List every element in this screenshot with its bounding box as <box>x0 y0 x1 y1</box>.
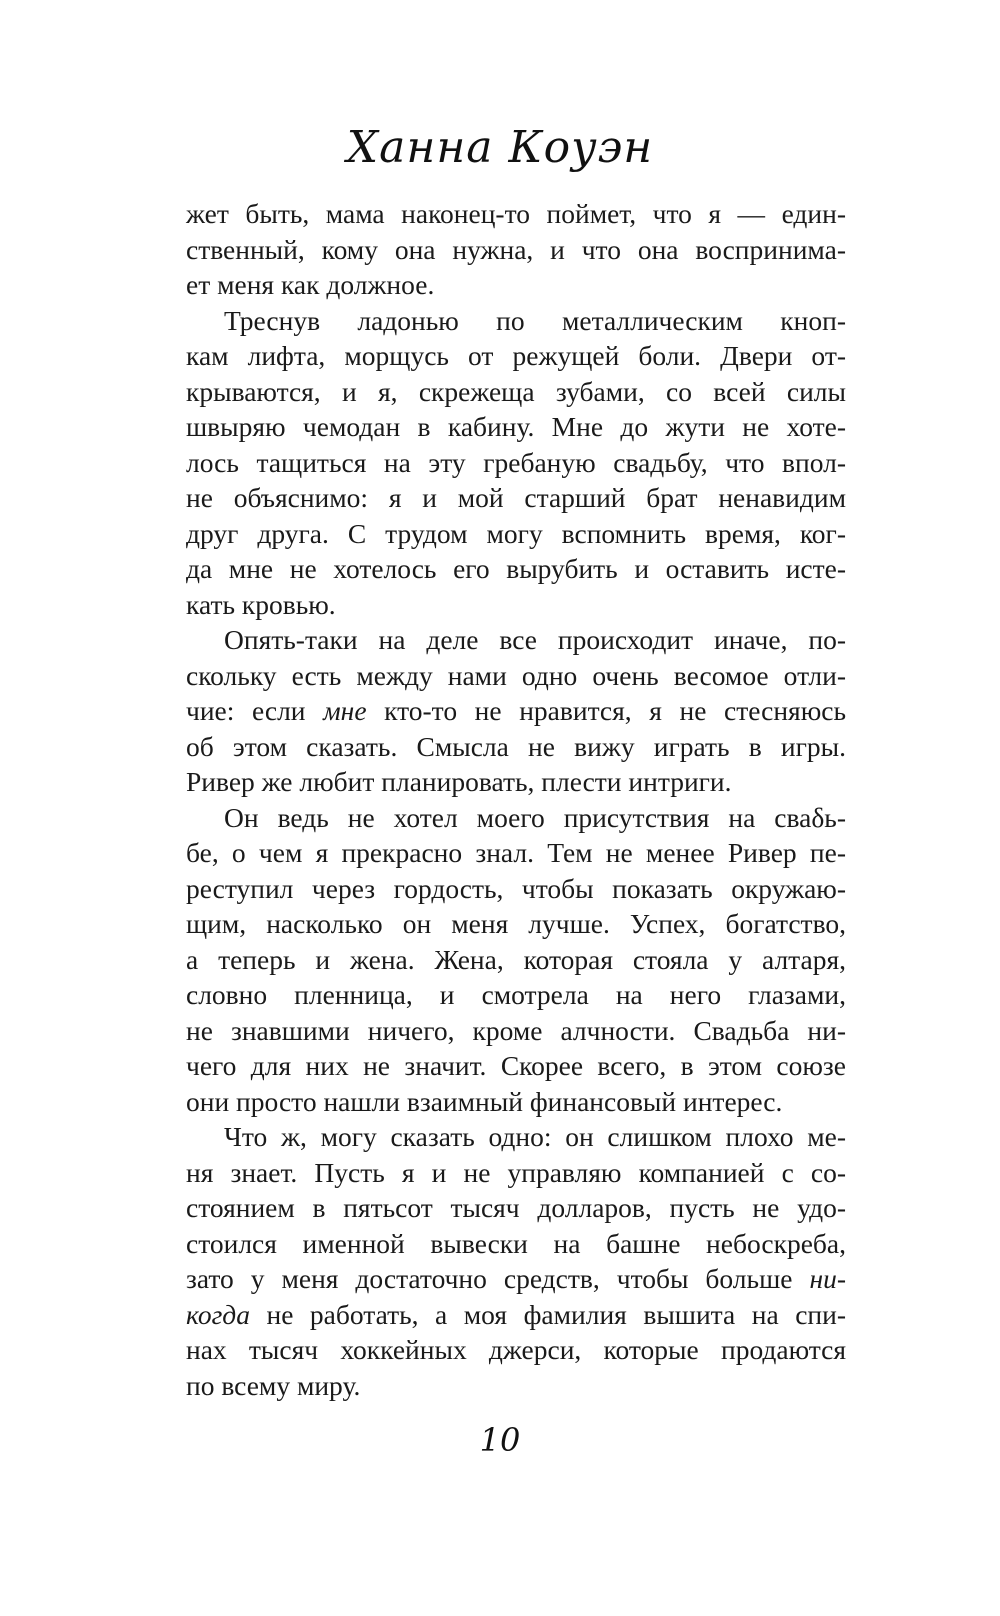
text-line: швыряю чемодан в кабину. Мне до жути не хоте- <box>186 411 846 442</box>
text-line: они просто нашли взаимный финансовый интерес. <box>186 1085 783 1117</box>
text-line: не объяснимо: я и мой старший брат ненавидим <box>186 482 846 513</box>
text-line: ет меня как должное. <box>186 269 435 300</box>
text-line: Ривер же любит планировать, плести интриги. <box>186 766 732 797</box>
text-line: стоился именной вывески на башне небоскреба, <box>186 1227 846 1259</box>
text-line: чего для них не значит. Скорее всего, в этом союзе <box>186 1050 846 1081</box>
text-line-with-emphasis <box>186 693 846 729</box>
text-line: нах тысяч хоккейных джерси, которые продаются <box>186 1334 846 1365</box>
text-line: да мне не хотелось его вырубить и оставить исте- <box>186 553 846 584</box>
text-line: Он ведь не хотел моего присутствия на сваδь- <box>224 801 846 833</box>
page-number: 10 <box>479 1421 521 1459</box>
text-line: крываются, и я, скрежеща зубами, со всей силы <box>186 375 846 407</box>
text-line: стоянием в пятьсот тысяч долларов, пусть не удо- <box>186 1192 846 1223</box>
text-line: кам лифта, морщусь от режущей боли. Двери от- <box>186 340 846 371</box>
text-line: Треснув ладонью по металлическим кноп- <box>224 304 846 336</box>
text-line: ственный, кому она нужна, и что она воспринима- <box>186 233 846 265</box>
text-line: лось тащиться на эту гребаную свадьбу, что впол- <box>186 446 846 478</box>
text-line: кать кровью. <box>186 588 336 620</box>
text-line-with-emphasis <box>186 1297 846 1333</box>
text-line: Опять-таки на деле все происходит иначе, по- <box>224 624 846 655</box>
emphasis-text: ни- <box>809 1263 846 1294</box>
text-line: щим, насколько он меня лучше. Успех, богатство, <box>186 908 846 939</box>
emphasis-text: мне <box>323 695 367 726</box>
text-line: Что ж, могу сказать одно: он слишком плохо ме- <box>224 1121 846 1152</box>
text-line: друг друга. С трудом могу вспомнить время, ког- <box>186 517 846 549</box>
text-line: а теперь и жена. Жена, которая стояла у алтаря, <box>186 943 846 975</box>
text-line-with-emphasis <box>186 1261 846 1297</box>
text-line: ня знает. Пусть я и не управляю компанией с со- <box>186 1156 846 1188</box>
text-line: не знавшими ничего, кроме алчности. Свадьба ни- <box>186 1014 846 1046</box>
body-text <box>186 196 846 1403</box>
text-line: реступил через гордость, чтобы показать окружаю- <box>186 872 846 904</box>
emphasis-text: когда <box>186 1298 250 1330</box>
text-line: скольку есть между нами одно очень весомое отли- <box>186 659 846 691</box>
text-segment: кто-то не нравится, я не стесняюсь <box>366 695 846 726</box>
text-segment: чие: если <box>186 695 324 726</box>
text-segment: зато у меня достаточно средств, чтобы больше <box>186 1263 810 1294</box>
text-line: жет быть, мама наконец-то поймет, что я — един- <box>186 198 846 229</box>
text-line: об этом сказать. Смысла не вижу играть в игры. <box>186 730 846 762</box>
text-line: по всему миру. <box>186 1369 361 1401</box>
running-head-author: Ханна Коуэн <box>346 122 654 173</box>
text-segment: не работать, а моя фамилия вышита на спи- <box>249 1298 846 1330</box>
text-line: словно пленница, и смотрела на него глазами, <box>186 979 846 1010</box>
text-line: бе, о чем я прекрасно знал. Тем не менее Ривер пе- <box>186 837 846 868</box>
